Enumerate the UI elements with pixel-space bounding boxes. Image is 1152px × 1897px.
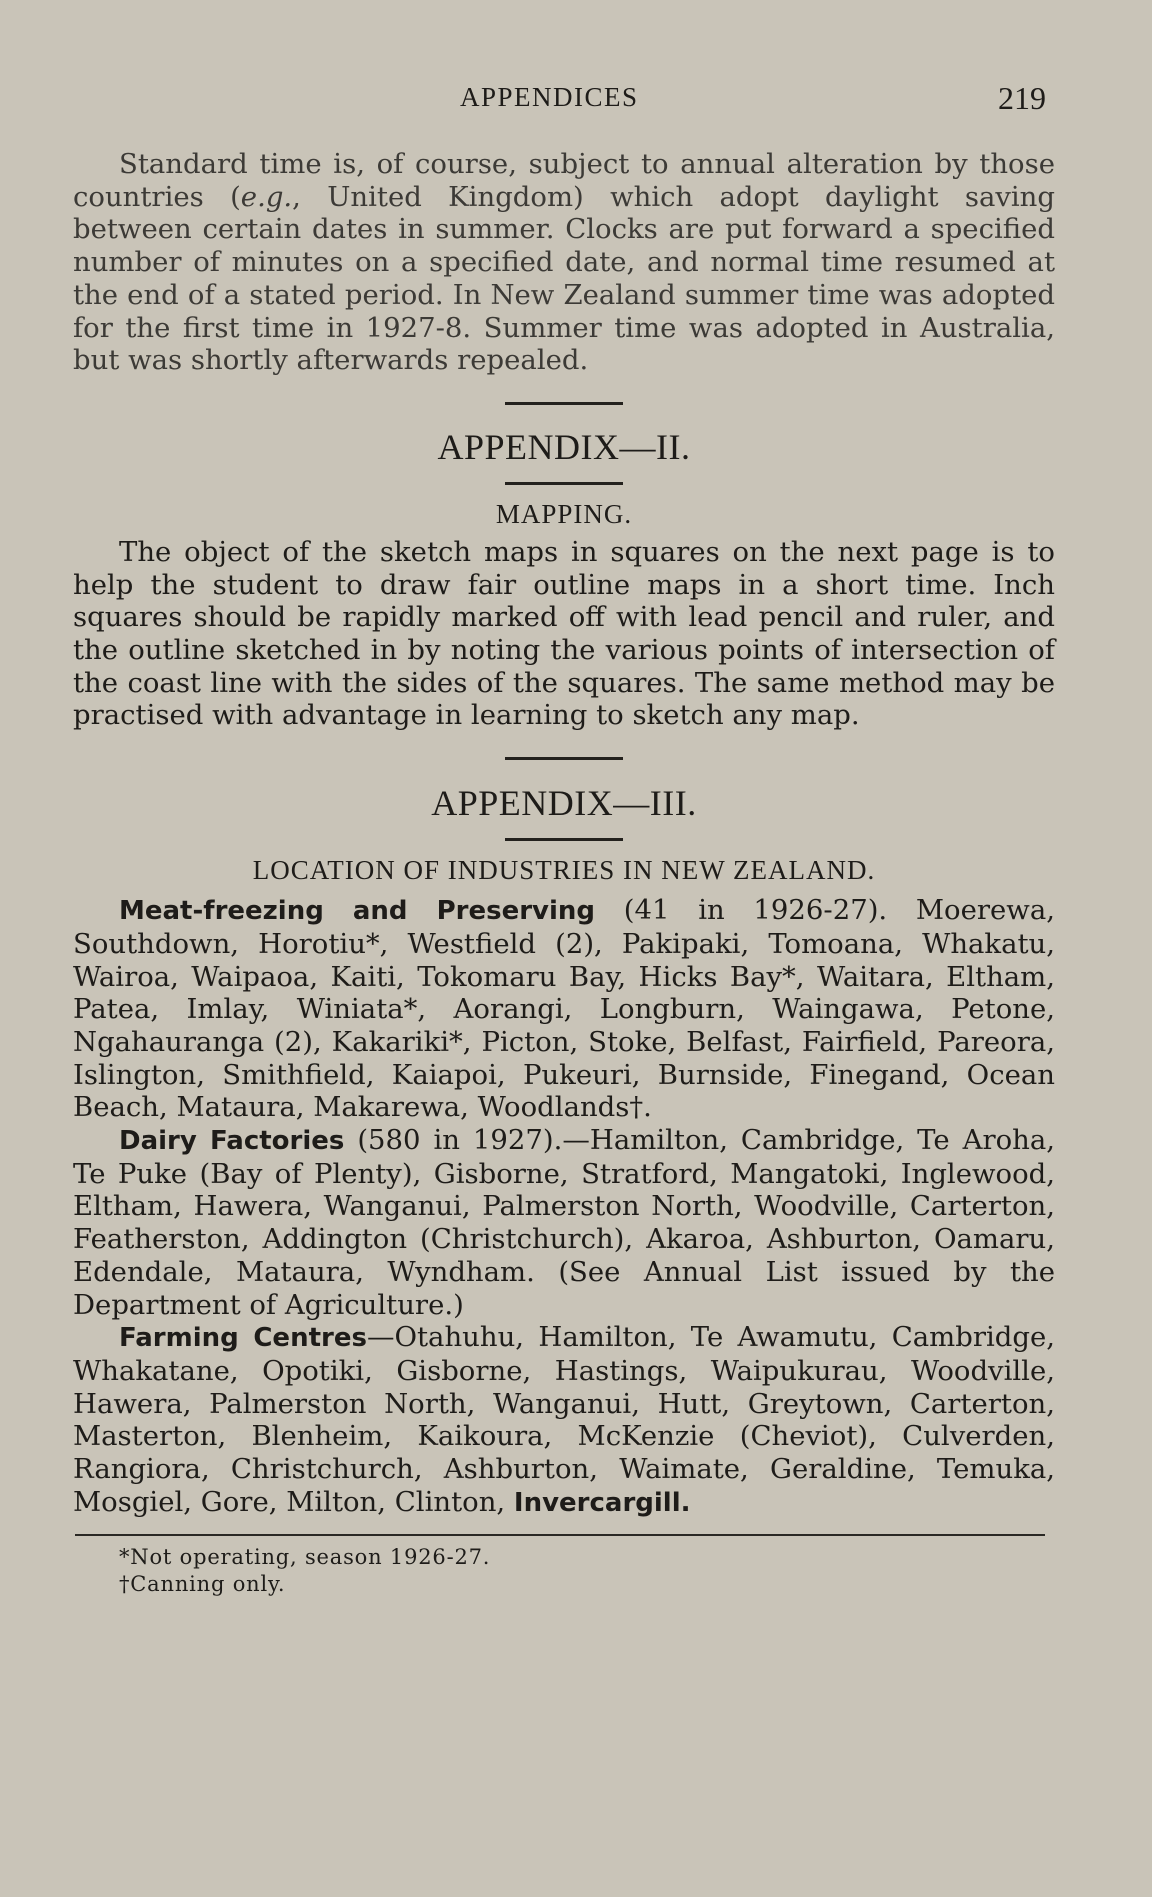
- appendix-2-title: APPENDIX—II.: [437, 426, 691, 467]
- page-content: [73, 148, 1055, 1598]
- footnotes: [73, 1544, 1055, 1598]
- section-divider: [505, 402, 623, 405]
- dairy-factories-text: (580 in 1927).—Hamilton, Cambridge, Te Aroha, Te Puke (Bay of Plenty), Gisborne, Stratford, Mangatoki, Inglewood, Eltham, Hawera, Wanganui, Palmerston North, Woodville, Carterton, Featherston, Addington (Christchurch), Akaroa, Ashburton, Oamaru, Edendale, Mataura, Wyndham. (See Annual List issued by the Department of Agriculture.): [73, 1124, 1055, 1321]
- dairy-factories-label: Dairy Factories: [119, 1126, 345, 1157]
- footnote-asterisk: *Not operating, season 1926-27.: [119, 1544, 491, 1569]
- farming-centres-label: Farming Centres: [119, 1323, 367, 1354]
- mapping-paragraph: The object of the sketch maps in squares on the next page is to help the student to draw fair outline maps in a short time. Inch squares should be rapidly marked off with lead pencil and ruler, and the outline sketched in by noting the various points of intersection of the coast line with the sides of the squares. The same method may be practised with advantage in learning to sketch any map.: [73, 535, 1055, 732]
- footnote-dagger: †Canning only.: [119, 1571, 286, 1596]
- intro-example-abbrev: e.g.: [240, 180, 293, 213]
- dairy-factories-paragraph: [73, 1124, 1055, 1321]
- meat-freezing-text: (41 in 1926-27). Moerewa, Southdown, Horotiu*, Westfield (2), Pakipaki, Tomoana, Whakatu, Wairoa, Waipaoa, Kaiti, Tokomaru Bay, Hicks Bay*, Waitara, Eltham, Patea, Imlay, Winiata*, Aorangi, Longburn, Waingawa, Petone, Ngahauranga (2), Kakariki*, Picton, Stoke, Belfast, Fairfield, Pareora, Islington, Smithfield, Kaiapoi, Pukeuri, Burnside, Finegand, Ocean Beach, Mataura, Makarewa, Woodlands†.: [73, 894, 1055, 1124]
- title-divider: [505, 482, 623, 485]
- meat-freezing-paragraph: [73, 894, 1055, 1124]
- section-divider: [505, 757, 623, 760]
- running-head: [0, 80, 1152, 120]
- page-number: 219: [998, 80, 1046, 116]
- intro-text-rest: , United Kingdom) which adopt daylight saving between certain dates in summer. Clocks are put forward a specified number of minutes on a specified date, and normal time resumed at the end of a stated period. In New Zealand summer time was adopted for the first time in 1927-8. Summer time was adopted in Australia, but was shortly afterwards repealed.: [73, 180, 1055, 377]
- appendix-3-subtitle: LOCATION OF INDUSTRIES IN NEW ZEALAND.: [252, 855, 876, 886]
- appendix-2-subtitle: MAPPING.: [495, 498, 633, 529]
- intro-paragraph: [73, 148, 1055, 377]
- footnote-rule: [75, 1534, 1045, 1536]
- intro-text-start: Standard time is, of course, subject to annual alteration by those countries (: [73, 148, 1055, 213]
- running-title: APPENDICES: [460, 82, 639, 112]
- meat-freezing-label: Meat-freezing and Preserving: [119, 896, 596, 927]
- farming-centres-text: —Otahuhu, Hamilton, Te Awamutu, Cambridge, Whakatane, Opotiki, Gisborne, Hastings, Waipukurau, Woodville, Hawera, Palmerston North, Wanganui, Hutt, Greytown, Carterton, Masterton, Blenheim, Kaikoura, McKenzie (Cheviot), Culverden, Rangiora, Christchurch, Ashburton, Waimate, Geraldine, Temuka, Mosgiel, Gore, Milton, Clinton,: [73, 1321, 1056, 1518]
- title-divider: [505, 838, 623, 841]
- farming-centres-paragraph: [73, 1321, 1055, 1519]
- farming-centres-last: Invercargill.: [513, 1487, 691, 1518]
- appendix-3-title: APPENDIX—III.: [431, 783, 697, 824]
